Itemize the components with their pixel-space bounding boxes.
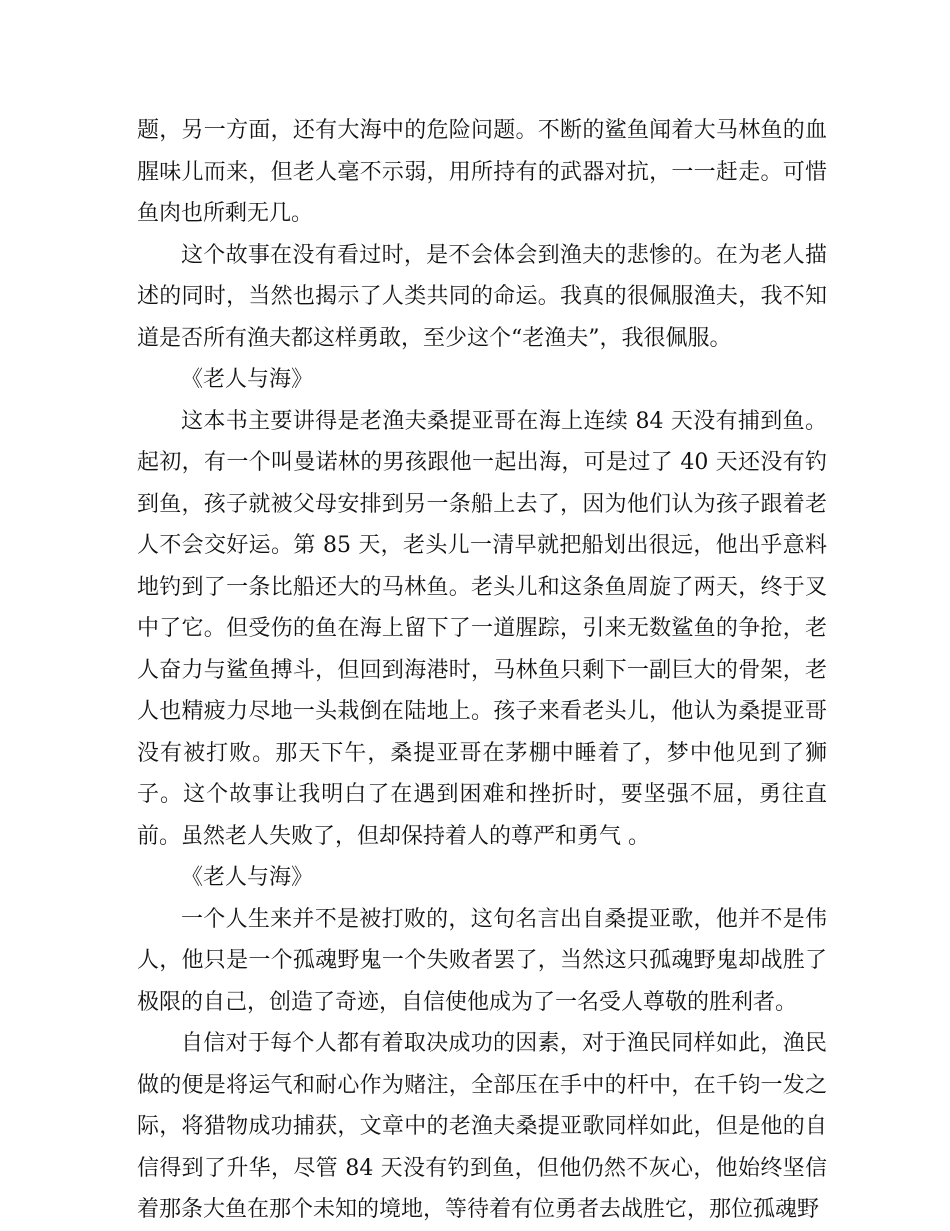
- paragraph-continuation: 题，另一方面，还有大海中的危险问题。不断的鲨鱼闻着大马林鱼的血腥味儿而来，但老人毫不示弱，用所持有的武器对抗，一一赶走。可惜鱼肉也所剩无几。: [137, 118, 827, 226]
- paragraph: 一个人生来并不是被打败的，这句名言出自桑提亚歌，他并不是伟人，他只是一个孤魂野鬼一个失败者罢了，当然这只孤魂野鬼却战胜了极限的自己，创造了奇迹，自信使他成为了一名受人尊敬的胜利者。: [137, 906, 827, 1015]
- paragraph: 这本书主要讲得是老渔夫桑提亚哥在海上连续 84 天没有捕到鱼。起初，有一个叫曼诺林的男孩跟他一起出海，可是过了 40 天还没有钓到鱼，孩子就被父母安排到另一条船上去了，因为他们认为孩子跟着老人不会交好运。第 85 天，老头儿一清早就把船划出很远，他出乎意料地钓到了一条比船还大的马林鱼。老头儿和这条鱼周旋了两天，终于叉中了它。但受伤的鱼在海上留下了一道腥踪，引来无数鲨鱼的争抢，老人奋力与鲨鱼搏斗，但回到海港时，马林鱼只剩下一副巨大的骨架，老人也精疲力尽地一头栽倒在陆地上。孩子来看老头儿，他认为桑提亚哥没有被打败。那天下午，桑提亚哥在茅棚中睡着了，梦中他见到了狮子。这个故事让我明白了在遇到困难和挫折时，要坚强不屈，勇往直前。虽然老人失败了，但却保持着人的尊严和勇气 。: [137, 408, 827, 849]
- paragraph: 自信对于每个人都有着取决成功的因素，对于渔民同样如此，渔民做的便是将运气和耐心作为赌注，全部压在手中的杆中，在千钧一发之际，将猎物成功捕获，文章中的老渔夫桑提亚歌同样如此，但是他的自信得到了升华，尽管 84 天没有钓到鱼，但他仍然不灰心，他始终坚信着那条大鱼在那个未知的境地，等待着有位勇者去战胜它，那位孤魂野: [137, 1031, 827, 1222]
- section-title: 《老人与海》: [181, 865, 314, 890]
- paragraph: 这个故事在没有看过时，是不会体会到渔夫的悲惨的。在为老人描述的同时，当然也揭示了人类共同的命运。我真的很佩服渔夫，我不知道是否所有渔夫都这样勇敢，至少这个“老渔夫”，我很佩服。: [137, 242, 827, 351]
- document-body: [137, 110, 827, 1231]
- section-title: 《老人与海》: [181, 367, 314, 392]
